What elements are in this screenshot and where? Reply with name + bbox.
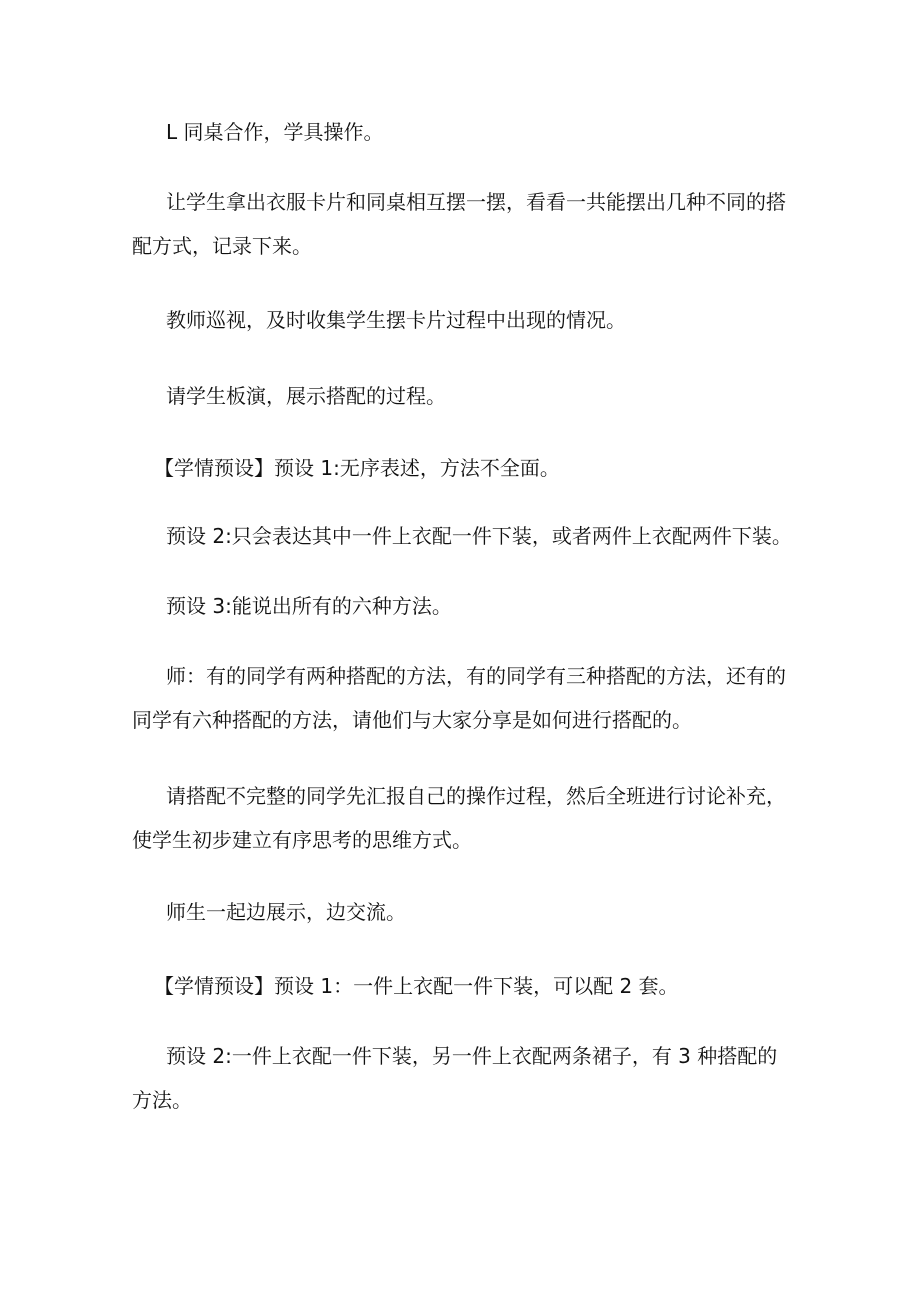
- paragraph-3: 教师巡视，及时收集学生摆卡片过程中出现的情况。: [166, 308, 626, 332]
- paragraph-4: 请学生板演，展示搭配的过程。: [166, 384, 446, 408]
- paragraph-11: 【学情预设】预设 1：一件上衣配一件下装，可以配 2 套。: [154, 974, 679, 998]
- paragraph-2: 让学生拿出衣服卡片和同桌相互摆一摆，看看一共能摆出几种不同的搭配方式，记录下来。: [132, 190, 786, 258]
- paragraph-9: 请搭配不完整的同学先汇报自己的操作过程，然后全班进行讨论补充，使学生初步建立有序思考的思维方式。: [132, 784, 786, 852]
- paragraph-1: L 同桌合作，学具操作。: [166, 120, 384, 144]
- paragraph-8: 师：有的同学有两种搭配的方法，有的同学有三种搭配的方法，还有的同学有六种搭配的方法，请他们与大家分享是如何进行搭配的。: [132, 664, 786, 732]
- paragraph-5: 【学情预设】预设 1:无序表述，方法不全面。: [154, 456, 560, 480]
- paragraph-6: 预设 2:只会表达其中一件上衣配一件下装，或者两件上衣配两件下装。: [166, 524, 792, 548]
- paragraph-12: 预设 2:一件上衣配一件下装，另一件上衣配两条裙子，有 3 种搭配的方法。: [132, 1044, 778, 1112]
- paragraph-7: 预设 3:能说出所有的六种方法。: [166, 594, 452, 618]
- paragraph-10: 师生一起边展示，边交流。: [166, 900, 406, 924]
